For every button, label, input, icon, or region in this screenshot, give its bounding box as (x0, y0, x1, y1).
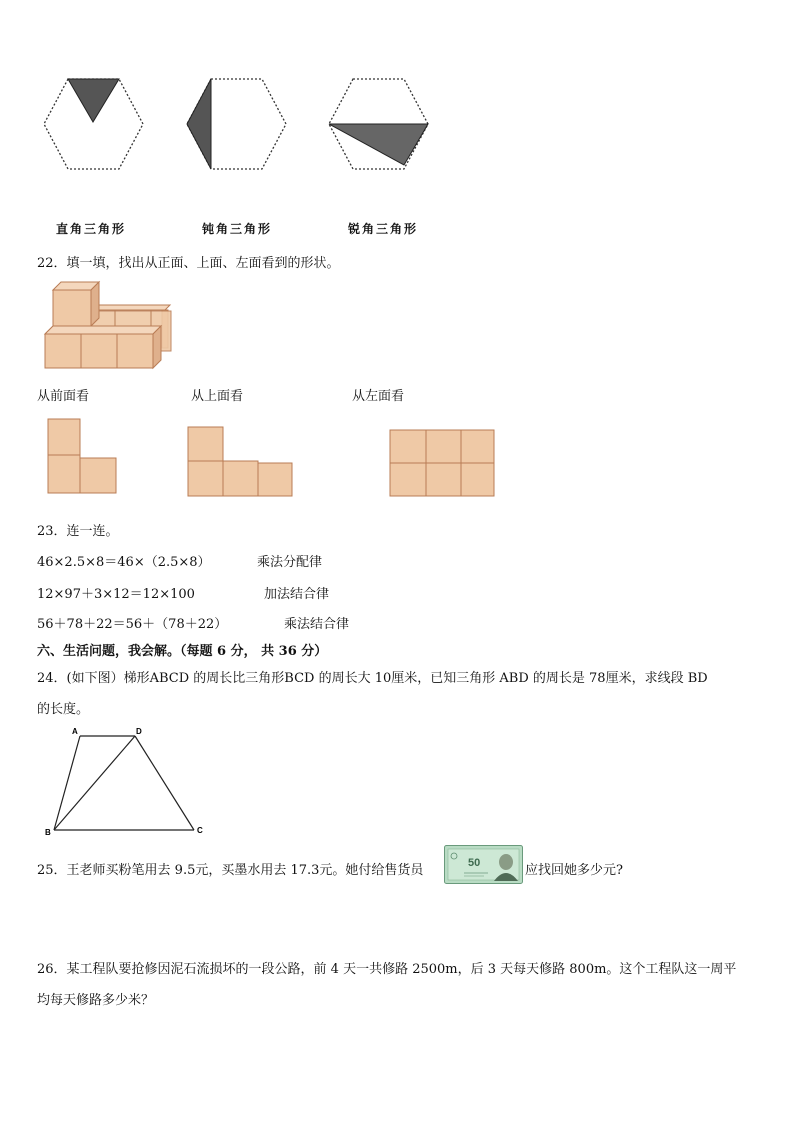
law-2[interactable]: 加法结合律 (264, 587, 330, 602)
top-view-shape (187, 426, 297, 506)
caption-right-triangle: 直角三角形 (56, 222, 127, 236)
equation-3[interactable]: 56＋78＋22＝56＋（78＋22） (37, 617, 228, 632)
label-A: A (72, 727, 78, 736)
equation-1[interactable]: 46×2.5×8＝46×（2.5×8） (37, 555, 211, 570)
q26-line1: 26．某工程队要抢修因泥石流损坏的一段公路，前 4 天一共修路 2500m，后 3 天每天修路 800m。这个工程队这一周平 (37, 962, 737, 977)
caption-acute-triangle: 锐角三角形 (348, 222, 419, 236)
q23-prompt: 23．连一连。 (37, 524, 119, 539)
q24-line2: 的长度。 (37, 702, 90, 717)
hexagon-acute-triangle (325, 76, 435, 176)
view-label-top: 从上面看 (191, 389, 244, 404)
front-view-shape (47, 418, 127, 498)
q24-line1: 24．(如下图）梯形ABCD 的周长比三角形BCD 的周长大 10厘米，已知三角形 ABD 的周长是 78厘米，求线段 BD (37, 671, 708, 686)
law-3[interactable]: 乘法结合律 (284, 617, 350, 632)
left-view-shape (389, 429, 499, 499)
banknote-value: 50 (468, 857, 481, 869)
label-B: B (45, 828, 51, 837)
label-D: D (136, 727, 142, 736)
label-C: C (197, 826, 203, 835)
view-label-left: 从左面看 (352, 389, 405, 404)
q25-text-after: 应找回她多少元? (525, 863, 623, 878)
hexagon-obtuse-triangle (183, 76, 293, 176)
view-label-front: 从前面看 (37, 389, 90, 404)
equation-2[interactable]: 12×97＋3×12＝12×100 (37, 587, 195, 602)
law-1[interactable]: 乘法分配律 (257, 555, 323, 570)
cube-stack (42, 278, 182, 370)
banknote-50-icon (444, 845, 524, 885)
q22-prompt: 22．填一填，找出从正面、上面、左面看到的形状。 (37, 256, 340, 271)
q25-text-before: 25．王老师买粉笔用去 9.5元，买墨水用去 17.3元。她付给售货员 (37, 863, 424, 878)
q26-line2: 均每天修路多少米？ (37, 993, 155, 1008)
hexagon-right-triangle (40, 76, 150, 176)
section-6-title: 六、生活问题，我会解。（每题 6 分， 共 36 分） (37, 644, 328, 659)
caption-obtuse-triangle: 钝角三角形 (202, 222, 273, 236)
trapezoid-figure (40, 725, 220, 840)
